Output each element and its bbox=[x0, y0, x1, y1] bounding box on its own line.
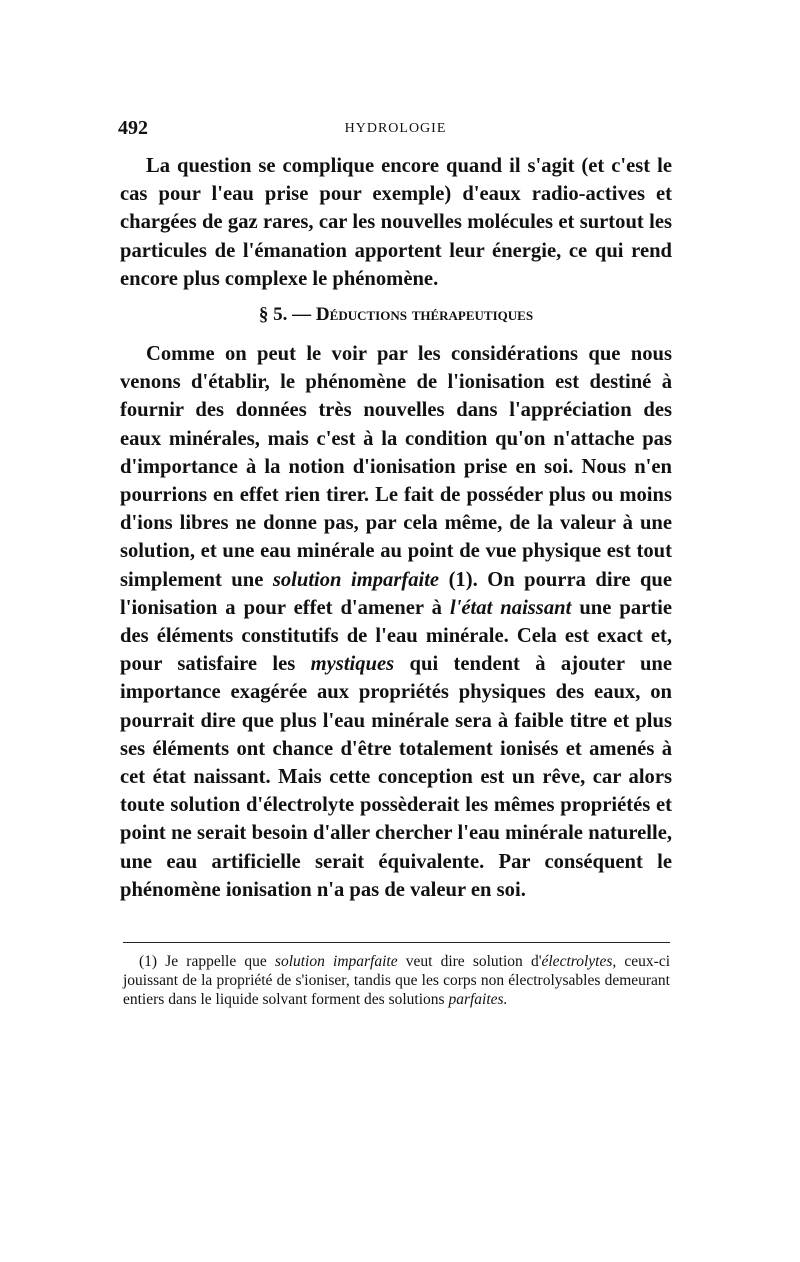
text-run: une partie des éléments constitutifs de l'eau minérale. Cela est exact et, pour satisfaire les bbox=[120, 596, 673, 676]
footnote-divider bbox=[123, 942, 670, 943]
italic-term: électrolytes, bbox=[541, 953, 617, 970]
section-heading bbox=[120, 303, 672, 327]
text-run: (1). On pourra dire que l'ionisation a pour effet d'amener à bbox=[120, 568, 673, 619]
text-run: qui tendent à ajouter une importance exagérée aux propriétés physiques des eaux, on pourrait dire que plus l'eau minérale sera à faible titre et plus ses éléments ont chance d'être totalement ionisés et amenés à cet état naissant. Mais cette conception est un rêve, car alors toute solution d'électrolyte possèderait les mêmes propriétés et point ne serait besoin d'aller chercher l'eau minérale naturelle, une eau artificielle serait équivalente. Par conséquent le phénomène ionisation n'a pas de valeur en soi. bbox=[120, 653, 672, 901]
body-text bbox=[120, 152, 672, 904]
paragraph-radioactive-waters: La question se complique encore quand il s'agit (et c'est le cas pour l'eau prise pour exemple) d'eaux radio-actives et chargées de gaz rares, car les nouvelles molécules et surtout les particules de l'émanation apportent leur énergie, ce qui rend encore plus complexe le phénomène. bbox=[120, 155, 672, 290]
italic-term: solution imparfaite bbox=[274, 953, 398, 970]
footnote bbox=[123, 952, 670, 1009]
text-run: veut dire solution d' bbox=[405, 953, 542, 970]
section-title: Déductions thérapeutiques bbox=[315, 304, 534, 326]
footnote-text bbox=[123, 952, 670, 1009]
text-run: (1) Je rappelle que bbox=[139, 953, 267, 970]
paragraph-therapeutic-deductions bbox=[120, 340, 672, 904]
section-number: § 5. — bbox=[258, 304, 312, 326]
text-run: ceux-ci jouissant de la propriété de s'ioniser, tandis que les corps non électrolysables demeurant entiers dans le liquide solvant forment des solutions bbox=[123, 953, 671, 1008]
page-number: 492 bbox=[118, 117, 148, 139]
italic-term: parfaites. bbox=[448, 991, 508, 1008]
italic-term: solution imparfaite bbox=[272, 568, 440, 591]
italic-term: mystiques bbox=[310, 653, 395, 676]
text-run: Comme on peut le voir par les considérations que nous venons d'établir, le phénomène de l'ionisation est destiné à fournir des données très nouvelles dans l'appréciation des eaux minérales, mais c'est à la condition qu'on n'attache pas d'importance à la notion d'ionisation prise en soi. Nous n'en pourrions en effet rien tirer. Le fait de posséder plus ou moins d'ions libres ne donne pas, par cela même, de la valeur à une solution, et une eau minérale au point de vue physique est tout simplement une bbox=[120, 343, 672, 591]
running-title: HYDROLOGIE bbox=[344, 121, 447, 136]
italic-term: l'état naissant bbox=[449, 596, 572, 619]
